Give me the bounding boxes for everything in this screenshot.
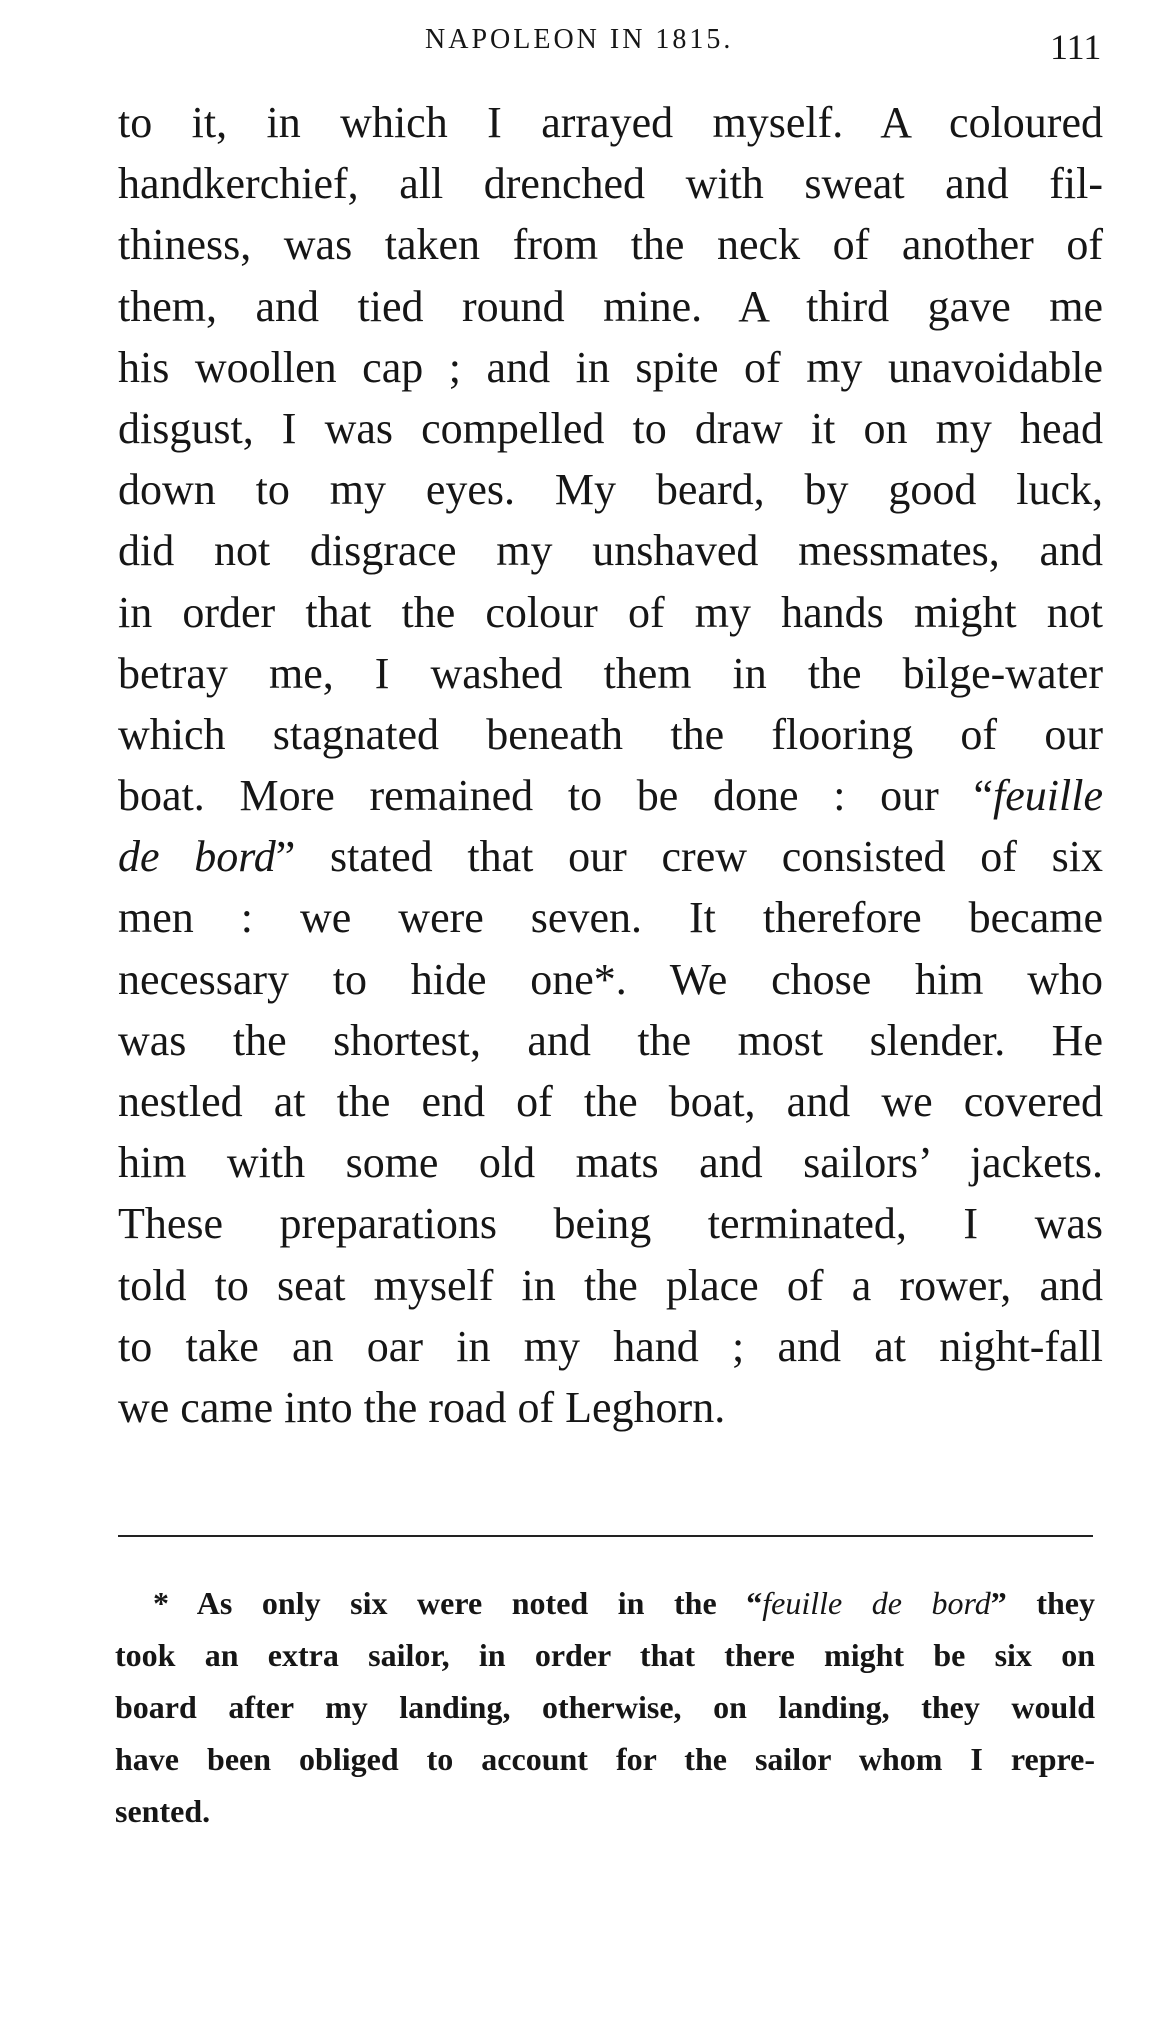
- body-line: [118, 398, 1103, 459]
- text-run: handkerchief, all drenched with sweat and fil-: [118, 159, 1103, 209]
- text-run: have been obliged to account for the sailor whom I repre-: [115, 1741, 1095, 1777]
- text-run: ” they: [990, 1585, 1096, 1621]
- body-line: [118, 1316, 1103, 1377]
- footnote-line: [115, 1629, 1095, 1681]
- footnote-rule: [118, 1535, 1093, 1537]
- body-line: [118, 276, 1103, 337]
- text-run: down to my eyes. My beard, by good luck,: [118, 465, 1103, 515]
- running-head: [0, 18, 1166, 68]
- text-run: betray me, I washed them in the bilge-water: [118, 648, 1103, 698]
- body-line: [118, 765, 1103, 826]
- italic-text: feuille: [993, 771, 1103, 821]
- text-run: nestled at the end of the boat, and we covered: [118, 1077, 1103, 1126]
- page-number: 111: [1050, 27, 1102, 67]
- text-run: in order that the colour of my hands might not: [118, 587, 1103, 637]
- text-run: his woollen cap ; and in spite of my unavoidable: [118, 342, 1103, 392]
- footnote-line: [115, 1577, 1095, 1629]
- text-run: did not disgrace my unshaved messmates, and: [118, 526, 1103, 576]
- text-run: thiness, was taken from the neck of another of: [118, 220, 1103, 270]
- text-run: board after my landing, otherwise, on landing, they would: [115, 1689, 1095, 1725]
- text-run: we came into the road of Leghorn.: [118, 1382, 726, 1432]
- body-line: [118, 1255, 1103, 1316]
- body-line: [118, 887, 1103, 948]
- italic-text: de bord: [118, 832, 276, 882]
- text-run: * As only six were noted in the “: [153, 1585, 763, 1621]
- text-run: necessary to hide one*. We chose him who: [118, 954, 1103, 1004]
- text-run: to it, in which I arrayed myself. A coloured: [118, 98, 1103, 147]
- body-line: [118, 153, 1103, 214]
- body-line: [118, 582, 1103, 643]
- footnote-line: [115, 1681, 1095, 1733]
- body-text: [118, 92, 1103, 1438]
- text-run: These preparations being terminated, I was: [118, 1199, 1103, 1249]
- body-line: [118, 520, 1103, 581]
- body-line: [118, 1193, 1103, 1254]
- body-line: [118, 1071, 1103, 1132]
- body-line: [118, 1010, 1103, 1071]
- body-line: [118, 704, 1103, 765]
- footnote-line: [115, 1733, 1095, 1785]
- text-run: them, and tied round mine. A third gave me: [118, 281, 1103, 331]
- text-run: men : we were seven. It therefore became: [118, 893, 1103, 943]
- body-line: [118, 92, 1103, 153]
- text-run: was the shortest, and the most slender. He: [118, 1015, 1103, 1065]
- body-line: [118, 643, 1103, 704]
- text-run: sented.: [115, 1793, 211, 1829]
- footnote: [115, 1577, 1095, 1837]
- text-run: him with some old mats and sailors’ jackets.: [118, 1138, 1103, 1188]
- running-title: NAPOLEON IN 1815.: [425, 24, 734, 55]
- body-line: [118, 214, 1103, 275]
- body-line: [118, 1377, 1103, 1438]
- text-run: told to seat myself in the place of a rower, and: [118, 1260, 1103, 1310]
- text-run: boat. More remained to be done : our “: [118, 771, 994, 821]
- body-line: [118, 459, 1103, 520]
- text-run: ” stated that our crew consisted of six: [275, 832, 1103, 882]
- footnote-line: [115, 1785, 1095, 1837]
- body-line: [118, 1132, 1103, 1193]
- text-run: disgust, I was compelled to draw it on my head: [118, 403, 1103, 453]
- italic-text: feuille de bord: [762, 1585, 991, 1621]
- text-run: took an extra sailor, in order that there might be six on: [115, 1637, 1095, 1673]
- body-line: [118, 949, 1103, 1010]
- body-line: [118, 337, 1103, 398]
- text-run: which stagnated beneath the flooring of our: [118, 709, 1103, 759]
- text-run: to take an oar in my hand ; and at night-fall: [118, 1321, 1103, 1371]
- body-line: [118, 826, 1103, 887]
